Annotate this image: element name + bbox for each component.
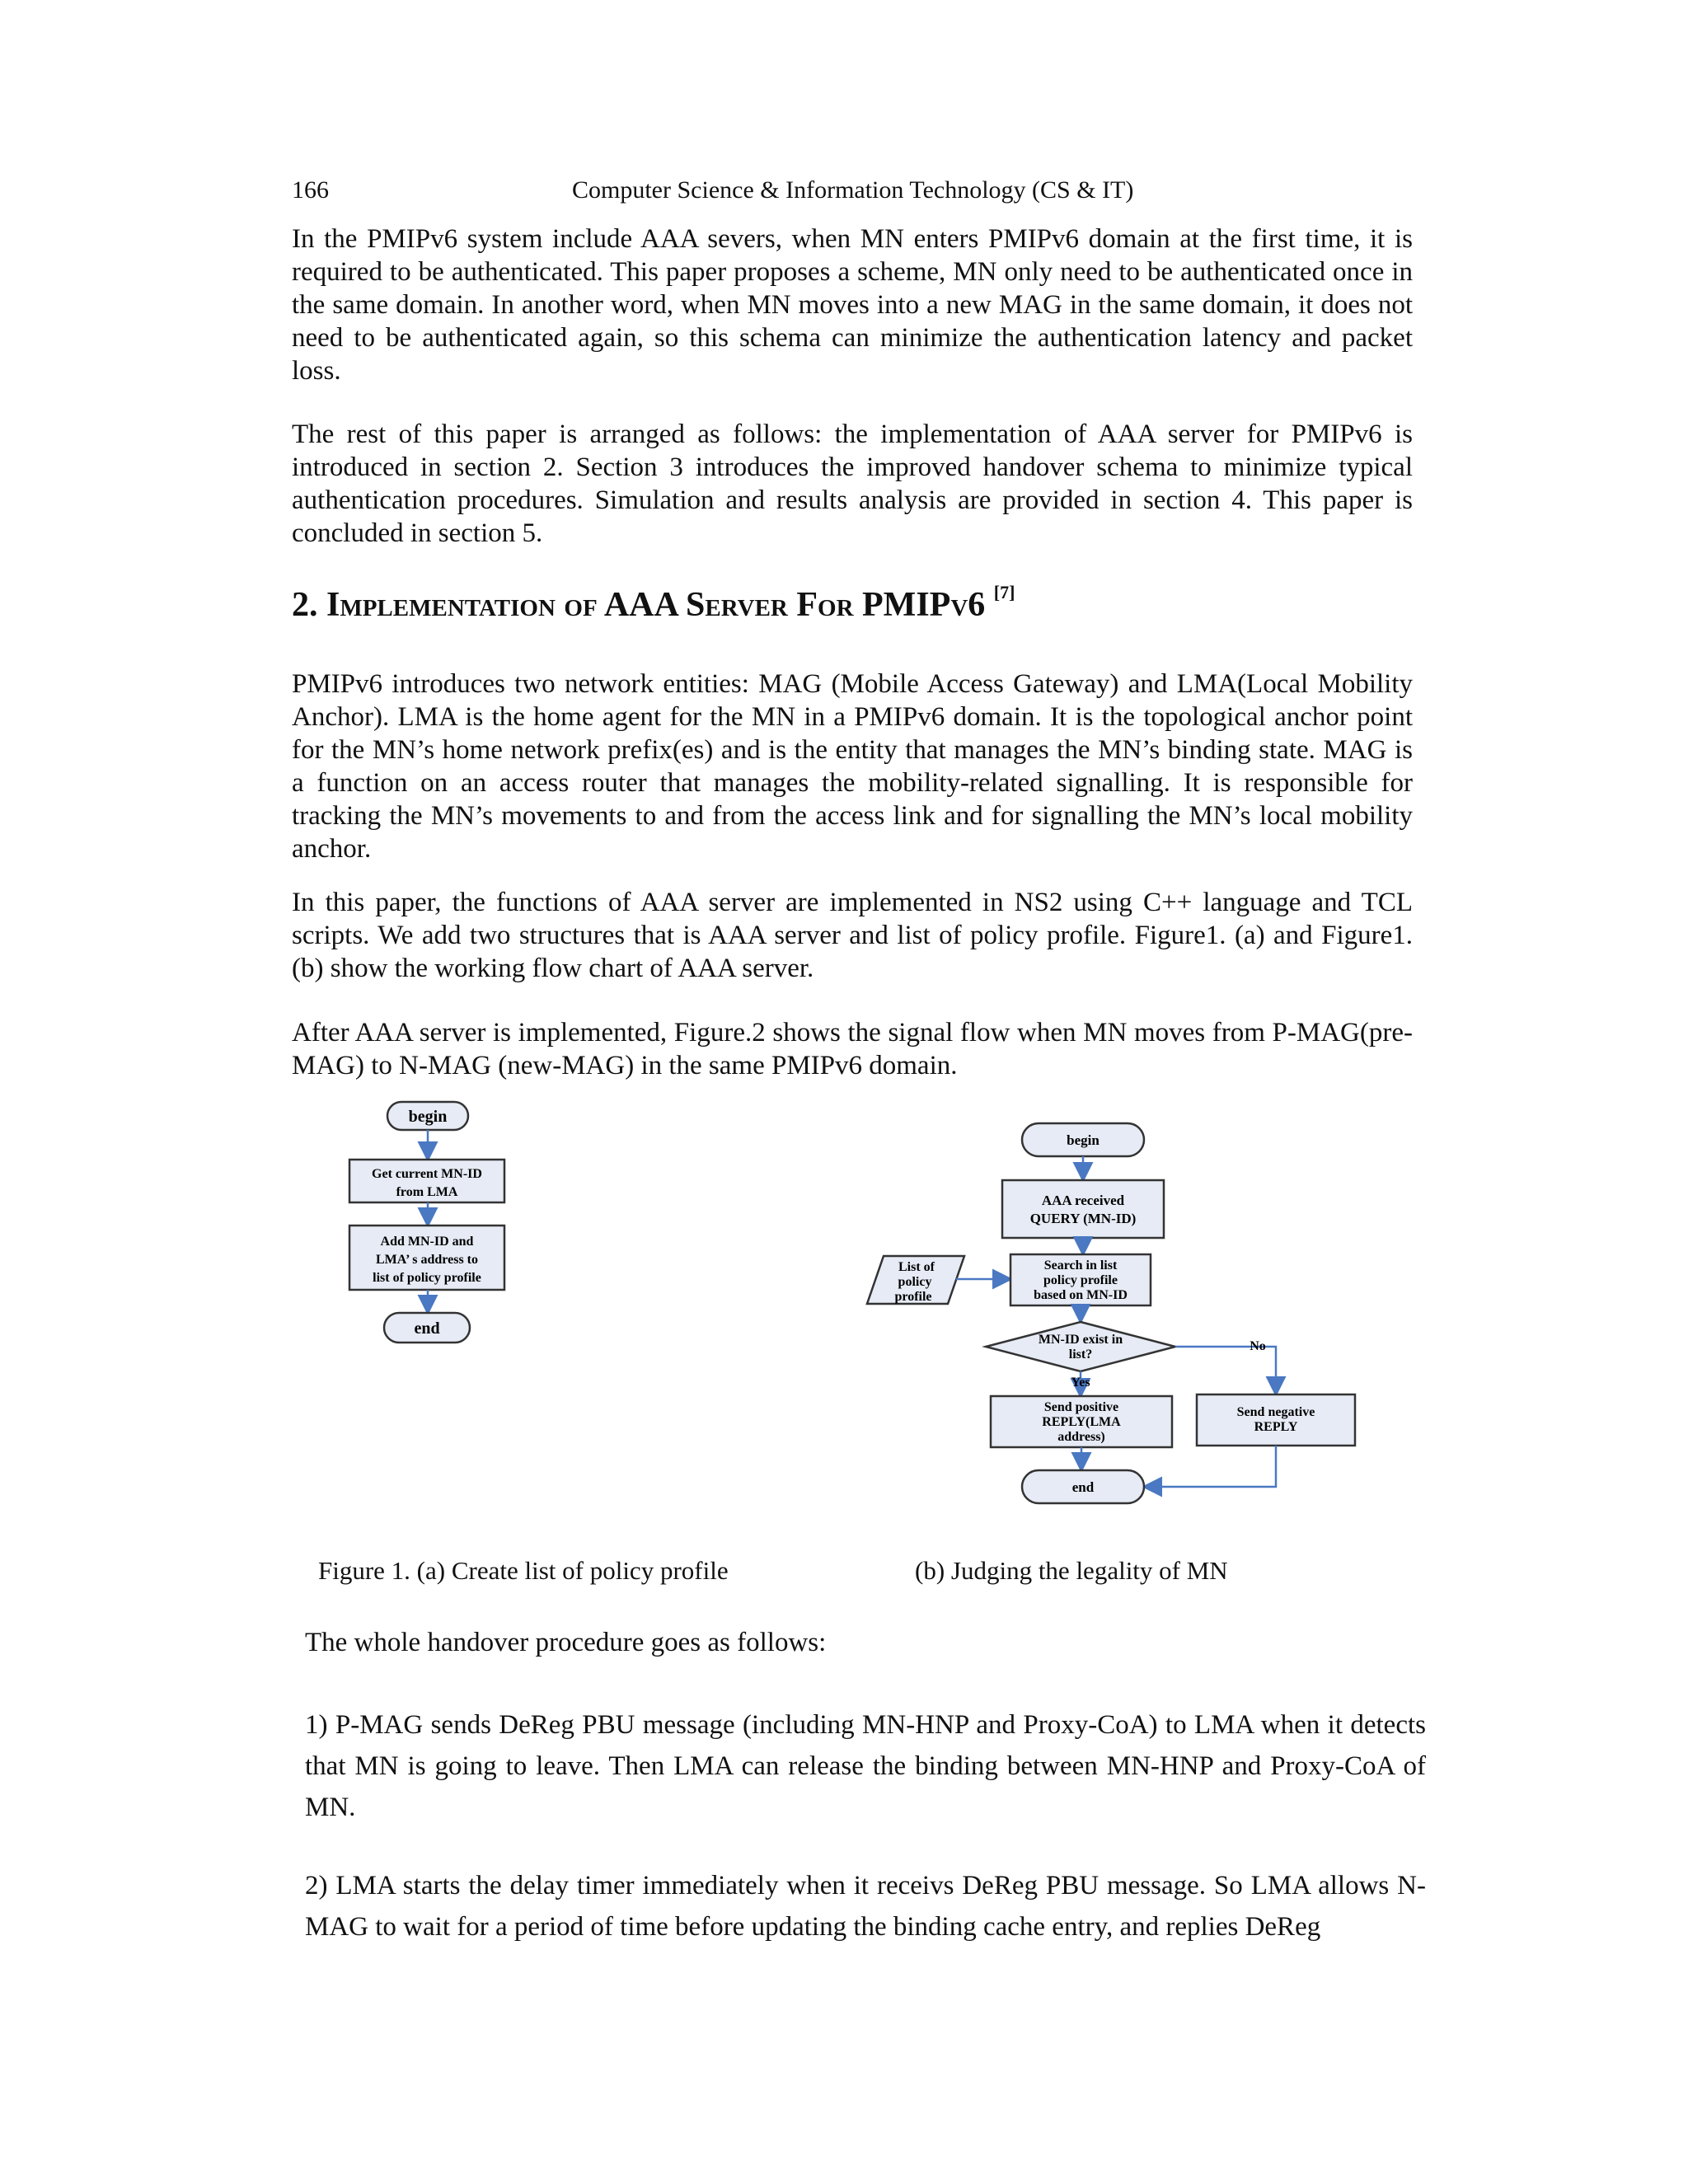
search-list-label-1: Search in list xyxy=(1043,1258,1118,1272)
negative-to-end-arrow xyxy=(1146,1446,1276,1487)
aaa-received-label-2: QUERY (MN-ID) xyxy=(1029,1211,1137,1226)
search-list-label-3: based on MN-ID xyxy=(1034,1288,1128,1302)
section-title: Implementation of AAA Server For PMIPv6 xyxy=(326,586,986,624)
paragraph-implementation: In this paper, the functions of AAA server are implemented in NS2 using C++ language and TCL scripts. We add two structures that is AAA server and list of policy profile. Figure1. (a) and Figure1. (b) show the working flow chart of AAA server. xyxy=(292,888,1413,983)
decision-diamond xyxy=(986,1322,1175,1371)
search-list-label-2: policy profile xyxy=(1043,1273,1118,1287)
policy-list-label-1: List of xyxy=(898,1260,935,1274)
positive-reply-label-2: REPLY(LMA xyxy=(1042,1415,1121,1429)
begin-label: begin xyxy=(1067,1132,1100,1148)
figure-1a-caption: Figure 1. (a) Create list of policy profile xyxy=(318,1556,729,1585)
paragraph-handover-intro: The whole handover procedure goes as follows: xyxy=(305,1628,827,1657)
get-mnid-label-1: Get current MN-ID xyxy=(372,1167,482,1181)
get-mnid-label-2: from LMA xyxy=(396,1185,458,1199)
decision-label-2: list? xyxy=(1068,1347,1093,1361)
paragraph-step-1: 1) P-MAG sends DeReg PBU message (including MN-HNP and Proxy-CoA) to LMA when it detects that MN is going to leave. Then LMA can release the binding between MN-HNP and Proxy-CoA of MN. xyxy=(305,1710,1426,1822)
paragraph-signal-flow: After AAA server is implemented, Figure.2 shows the signal flow when MN moves from P-MAG(pre-MAG) to N-MAG (new-MAG) in the same PMIPv6 domain. xyxy=(292,1018,1413,1080)
running-title: Computer Science & Information Technology (CS & IT) xyxy=(572,176,1134,204)
positive-reply-label-1: Send positive xyxy=(1043,1400,1119,1414)
section-reference: [7] xyxy=(993,582,1015,602)
yes-label: Yes xyxy=(1071,1376,1090,1390)
figure-1a-flowchart xyxy=(330,1092,528,1356)
end-label: end xyxy=(1071,1479,1095,1495)
page-header xyxy=(292,176,1413,209)
figure-1b-flowchart xyxy=(857,1113,1368,1516)
end-label: end xyxy=(414,1319,440,1338)
negative-reply-label-2: REPLY xyxy=(1254,1420,1298,1434)
policy-list-label-2: policy xyxy=(898,1275,932,1289)
begin-label: begin xyxy=(408,1108,448,1126)
paragraph-outline: The rest of this paper is arranged as follows: the implementation of AAA server for PMIPv6 is introduced in section 2. Section 3 introduces the improved handover schema to minimize typical authentication procedures. Simulation and results analysis are provided in section 4. This paper is concluded in section 5. xyxy=(292,419,1413,548)
no-label: No xyxy=(1250,1339,1266,1353)
paragraph-entities: PMIPv6 introduces two network entities: MAG (Mobile Access Gateway) and LMA(Local Mobility Anchor). LMA is the home agent for the MN in a PMIPv6 domain. It is the topological anchor point for the MN’s home network prefix(es) and is the entity that manages the MN’s binding state. MAG is a function on an access router that manages the mobility-related signalling. It is responsible for tracking the MN’s movements to and from the access link and for signalling the MN’s local mobility anchor. xyxy=(292,669,1413,864)
aaa-received-label-1: AAA received xyxy=(1041,1193,1125,1208)
aaa-received-box xyxy=(1002,1180,1164,1238)
paragraph-step-2: 2) LMA starts the delay timer immediately when it receivs DeReg PBU message. So LMA allows N-MAG to wait for a period of time before updating the binding cache entry, and replies DeReg xyxy=(305,1871,1426,1942)
no-branch-arrow xyxy=(1175,1347,1276,1393)
page-number: 166 xyxy=(292,176,329,204)
add-mnid-label-2: LMA’ s address to xyxy=(376,1253,478,1267)
figure-1b-caption: (b) Judging the legality of MN xyxy=(915,1556,1228,1585)
negative-reply-label-1: Send negative xyxy=(1236,1405,1315,1419)
decision-label-1: MN-ID exist in xyxy=(1038,1333,1123,1347)
add-mnid-label-3: list of policy profile xyxy=(373,1271,481,1285)
section-number: 2. xyxy=(292,586,318,624)
section-heading xyxy=(292,577,1015,626)
policy-list-label-3: profile xyxy=(894,1290,932,1304)
add-mnid-label-1: Add MN-ID and xyxy=(380,1235,474,1249)
paragraph-intro: In the PMIPv6 system include AAA severs, when MN enters PMIPv6 domain at the first time, it is required to be authenticated. This paper proposes a scheme, MN only need to be authenticated once in the same domain. In another word, when MN moves into a new MAG in the same domain, it does not need to be authenticated again, so this schema can minimize the authentication latency and packet loss. xyxy=(292,224,1413,386)
positive-reply-label-3: address) xyxy=(1057,1430,1105,1444)
